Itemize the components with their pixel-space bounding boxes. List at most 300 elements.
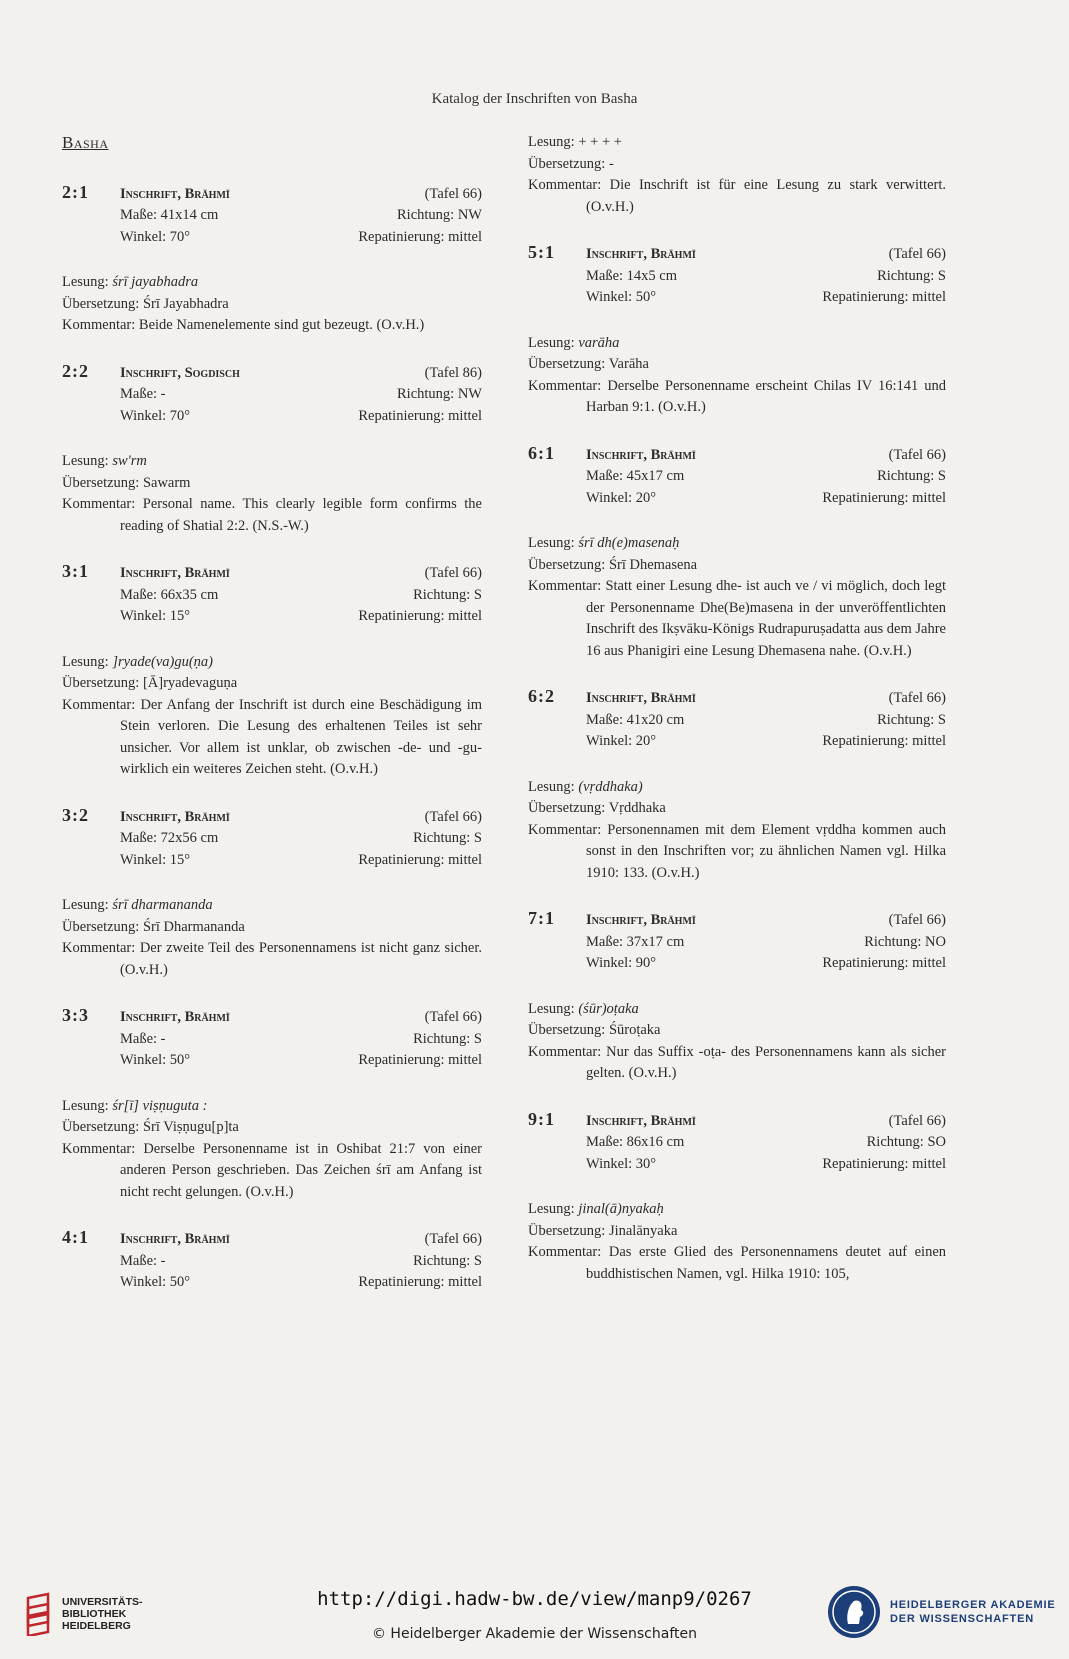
repatinierung-value: mittel	[912, 733, 946, 749]
kommentar-label: Kommentar:	[62, 1140, 136, 1157]
masse-value: 41x20 cm	[626, 711, 685, 728]
uebersetzung-value: Śrī Dharmananda	[142, 918, 245, 935]
tafel-reference: (Tafel 66)	[424, 185, 482, 202]
tafel-reference: (Tafel 66)	[424, 565, 482, 581]
tafel-reference: (Tafel 66)	[888, 912, 946, 928]
kommentar-value: Personal name. This clearly legible form confirms the reading of Shatial 2:2. (N.S.-W.)	[120, 496, 482, 534]
masse-label: Maße:	[586, 267, 624, 284]
entry-header	[528, 242, 946, 266]
masse-label: Maße:	[120, 830, 158, 846]
winkel-value: 50°	[635, 289, 657, 305]
entry-title: Inschrift, Sogdisch	[120, 364, 240, 381]
catalog-entry	[528, 1109, 946, 1286]
lesung-value: śrī dharmananda	[112, 897, 213, 913]
kommentar-label: Kommentar:	[528, 377, 602, 394]
masse-label: Maße:	[120, 207, 158, 223]
winkel-label: Winkel:	[120, 851, 167, 868]
uebersetzung-value: [Ā]ryadevaguṇa	[142, 675, 238, 691]
copyright-notice: © Heidelberger Akademie der Wissenschaften	[371, 1626, 697, 1642]
repatinierung-label: Repatinierung:	[822, 489, 909, 506]
lesung-value: śrī jayabhadra	[112, 274, 199, 290]
uebersetzung-value: Śrī Dhemasena	[608, 556, 698, 573]
kommentar-label: Kommentar:	[528, 1244, 602, 1260]
spacer	[62, 1072, 482, 1096]
lesung-value: varāha	[578, 334, 620, 351]
winkel-value: 15°	[169, 608, 191, 624]
lesung-line	[62, 895, 482, 917]
uebersetzung-line	[528, 354, 946, 376]
repatinierung-value: mittel	[448, 1052, 482, 1068]
winkel-label: Winkel:	[586, 733, 633, 749]
winkel-field	[586, 488, 656, 510]
repatinierung-label: Repatinierung:	[358, 407, 445, 424]
richtung-field	[877, 266, 946, 288]
richtung-value: S	[937, 267, 946, 284]
richtung-label: Richtung:	[864, 933, 922, 950]
lesung-label: Lesung:	[528, 1000, 575, 1017]
entry-title: Inschrift, Brāhmī	[120, 1009, 230, 1025]
entry-title: Inschrift, Brāhmī	[120, 185, 230, 202]
meta-row-angle	[528, 488, 946, 510]
masse-field	[586, 466, 684, 488]
winkel-value: 70°	[169, 228, 191, 245]
lesung-line	[62, 451, 482, 473]
repatinierung-value: mittel	[448, 1274, 482, 1290]
repatinierung-value: mittel	[912, 1155, 946, 1172]
catalog-entry	[62, 805, 482, 982]
winkel-label: Winkel:	[120, 1274, 167, 1290]
lesung-value: śr[ī] viṣṇuguta :	[112, 1097, 208, 1114]
entry-title: Inschrift, Brāhmī	[586, 446, 696, 463]
repatinierung-field	[358, 406, 482, 428]
richtung-field	[867, 1132, 946, 1154]
lesung-line	[62, 652, 482, 674]
entry-header	[528, 686, 946, 710]
repatinierung-label: Repatinierung:	[358, 1052, 445, 1068]
kommentar-label: Kommentar:	[528, 821, 602, 838]
lesung-label: Lesung:	[62, 453, 109, 469]
masse-label: Maße:	[120, 586, 158, 603]
entry-number: 2:1	[62, 181, 89, 202]
masse-label: Maße:	[586, 1134, 624, 1150]
repatinierung-label: Repatinierung:	[358, 1274, 445, 1290]
uebersetzung-value: Sawarm	[142, 474, 191, 491]
winkel-field	[586, 953, 656, 975]
entry-number: 3:3	[62, 1005, 89, 1025]
right-entries	[528, 242, 946, 1285]
richtung-label: Richtung:	[413, 1252, 471, 1269]
richtung-label: Richtung:	[397, 207, 455, 223]
masse-field	[120, 205, 218, 227]
lesung-line	[62, 1096, 482, 1118]
kommentar-value: Derselbe Personenname erscheint Chilas IV 16:141 und Harban 9:1. (O.v.H.)	[586, 377, 947, 415]
hadw-logo[interactable]	[826, 1584, 1056, 1640]
meta-row-dimensions	[62, 384, 482, 406]
entry-number: 5:1	[528, 242, 555, 262]
entry-number: 6:1	[528, 442, 555, 463]
uebersetzung-label: Übersetzung:	[528, 155, 606, 172]
entry-title: Inschrift, Brāhmī	[586, 912, 696, 928]
uebersetzung-label: Übersetzung:	[528, 1022, 606, 1038]
winkel-label: Winkel:	[586, 955, 633, 971]
meta-row-dimensions	[528, 1132, 946, 1154]
winkel-field	[586, 731, 656, 753]
lesung-line	[62, 272, 482, 294]
richtung-label: Richtung:	[397, 386, 455, 402]
lesung-label: Lesung:	[62, 1097, 109, 1114]
catalog-entry	[528, 443, 946, 663]
lesung-label: Lesung:	[528, 535, 575, 551]
meta-row-dimensions	[62, 1029, 482, 1051]
lesung-label: Lesung:	[62, 274, 109, 290]
richtung-field	[413, 585, 482, 607]
meta-row-dimensions	[62, 1251, 482, 1273]
catalog-entry	[62, 561, 482, 781]
repatinierung-value: mittel	[448, 407, 482, 424]
meta-row-angle	[62, 1272, 482, 1294]
masse-value: -	[160, 1252, 166, 1269]
lesung-label: Lesung:	[528, 134, 575, 150]
kommentar-value: Derselbe Personenname ist in Oshibat 21:7 von einer anderen Person geschrieben. Das Zeichen śrī am Anfang ist nicht recht gelungen. (O.v.H.)	[120, 1140, 483, 1200]
uebersetzung-value: Śūroṭaka	[608, 1022, 661, 1038]
masse-label: Maße:	[586, 711, 624, 728]
meta-row-dimensions	[528, 932, 946, 954]
repatinierung-field	[822, 488, 946, 510]
lesung-label: Lesung:	[62, 653, 109, 670]
repatinierung-label: Repatinierung:	[822, 1155, 909, 1172]
meta-row-dimensions	[528, 710, 946, 732]
richtung-label: Richtung:	[413, 830, 471, 846]
winkel-label: Winkel:	[586, 289, 633, 305]
source-url-link[interactable]: http://digi.hadw-bw.de/view/manp9/0267	[317, 1588, 752, 1610]
tafel-reference: (Tafel 86)	[424, 364, 482, 381]
tafel-reference: (Tafel 66)	[424, 1009, 482, 1025]
catalog-entry	[528, 686, 946, 884]
masse-field	[120, 828, 218, 850]
entry-header	[62, 1005, 482, 1029]
richtung-value: S	[473, 1252, 482, 1269]
hadw-seal-icon	[826, 1584, 882, 1640]
meta-row-dimensions	[528, 466, 946, 488]
repatinierung-label: Repatinierung:	[358, 228, 445, 245]
kommentar-label: Kommentar:	[528, 177, 602, 193]
kommentar-value: Nur das Suffix -oṭa- des Personennamens kann als sicher gelten. (O.v.H.)	[586, 1043, 947, 1081]
masse-field	[586, 932, 684, 954]
richtung-value: NO	[925, 933, 946, 950]
winkel-label: Winkel:	[586, 1155, 633, 1172]
winkel-value: 50°	[169, 1052, 191, 1068]
masse-label: Maße:	[586, 933, 624, 950]
winkel-label: Winkel:	[120, 608, 167, 624]
ub-line-2: BIBLIOTHEK	[62, 1608, 127, 1620]
richtung-field	[864, 932, 946, 954]
meta-row-angle	[62, 406, 482, 428]
richtung-value: S	[473, 586, 482, 603]
repatinierung-label: Repatinierung:	[822, 289, 909, 305]
repatinierung-value: mittel	[912, 489, 946, 506]
meta-row-angle	[62, 227, 482, 249]
lesung-line	[528, 777, 946, 799]
repatinierung-field	[358, 1272, 482, 1294]
lesung-label: Lesung:	[62, 897, 109, 913]
repatinierung-field	[822, 1154, 946, 1176]
masse-value: 66x35 cm	[160, 586, 219, 603]
entry-number: 3:1	[62, 561, 89, 581]
tafel-reference: (Tafel 66)	[888, 690, 946, 706]
richtung-field	[877, 710, 946, 732]
repatinierung-label: Repatinierung:	[822, 733, 909, 749]
repatinierung-value: mittel	[448, 228, 482, 245]
kommentar-line	[528, 576, 946, 662]
uebersetzung-label: Übersetzung:	[62, 675, 140, 691]
lesung-value: (vṛddhaka)	[578, 778, 643, 795]
kommentar-line	[528, 376, 946, 419]
meta-row-angle	[62, 1050, 482, 1072]
uebersetzung-value: Jinalānyaka	[608, 1222, 678, 1239]
winkel-label: Winkel:	[586, 489, 633, 506]
left-column	[62, 132, 482, 1318]
kommentar-value: Beide Namenelemente sind gut bezeugt. (O.v.H.)	[138, 317, 425, 333]
uebersetzung-value: Śrī Jayabhadra	[142, 295, 229, 312]
kommentar-line	[62, 494, 482, 537]
running-header: Katalog der Inschriften von Basha	[431, 91, 638, 107]
masse-label: Maße:	[120, 1030, 158, 1047]
richtung-value: NW	[457, 386, 482, 402]
masse-value: 14x5 cm	[626, 267, 678, 284]
spacer	[62, 628, 482, 652]
meta-row-angle	[528, 953, 946, 975]
winkel-value: 30°	[635, 1155, 657, 1172]
repatinierung-label: Repatinierung:	[358, 851, 445, 868]
continued-entry	[528, 132, 946, 218]
meta-row-dimensions	[62, 585, 482, 607]
winkel-field	[120, 1272, 190, 1294]
entry-title: Inschrift, Brāhmī	[586, 246, 696, 262]
masse-value: -	[160, 1030, 166, 1047]
kommentar-label: Kommentar:	[528, 578, 602, 594]
meta-row-dimensions	[62, 205, 482, 227]
masse-field	[586, 710, 684, 732]
uebersetzung-label: Übersetzung:	[528, 800, 606, 816]
spacer	[62, 427, 482, 451]
tafel-reference: (Tafel 66)	[424, 808, 482, 825]
uebersetzung-line	[528, 1221, 946, 1243]
entry-number: 3:2	[62, 804, 89, 825]
lesung-label: Lesung:	[528, 1201, 575, 1217]
richtung-value: NW	[457, 207, 482, 223]
richtung-field	[877, 466, 946, 488]
masse-label: Maße:	[120, 1252, 158, 1269]
meta-row-angle	[528, 731, 946, 753]
uebersetzung-label: Übersetzung:	[528, 556, 606, 573]
meta-row-angle	[528, 1154, 946, 1176]
entry-title: Inschrift, Brāhmī	[586, 690, 696, 706]
winkel-value: 15°	[169, 851, 191, 868]
masse-value: 72x56 cm	[160, 830, 219, 846]
masse-label: Maße:	[120, 386, 158, 402]
repatinierung-value: mittel	[912, 289, 946, 305]
uebersetzung-line	[528, 1020, 946, 1042]
richtung-value: S	[473, 830, 482, 846]
lesung-line	[528, 533, 946, 555]
catalog-entry	[62, 361, 482, 538]
spacer	[528, 753, 946, 777]
kommentar-value: Die Inschrift ist für eine Lesung zu stark verwittert. (O.v.H.)	[586, 177, 946, 215]
meta-row-angle	[62, 850, 482, 872]
section-title: Basha	[62, 133, 109, 152]
entry-header	[62, 805, 482, 829]
masse-value: 37x17 cm	[626, 933, 685, 950]
lesung-label: Lesung:	[528, 778, 575, 795]
uebersetzung-label: Übersetzung:	[528, 1222, 606, 1239]
spacer	[528, 309, 946, 333]
masse-value: 45x17 cm	[626, 468, 685, 484]
repatinierung-field	[822, 953, 946, 975]
lesung-line	[528, 333, 946, 355]
richtung-value: S	[937, 711, 946, 728]
entry-title: Inschrift, Brāhmī	[586, 1112, 696, 1129]
spacer	[62, 248, 482, 272]
kommentar-line	[528, 820, 946, 885]
richtung-label: Richtung:	[866, 1134, 924, 1150]
repatinierung-field	[358, 1050, 482, 1072]
entry-title: Inschrift, Brāhmī	[120, 565, 230, 581]
kommentar-line	[62, 695, 482, 781]
masse-value: -	[160, 386, 166, 402]
lesung-line	[528, 1199, 946, 1221]
kommentar-line	[62, 315, 482, 337]
catalog-entry	[62, 1005, 482, 1203]
richtung-field	[397, 384, 482, 406]
kommentar-label: Kommentar:	[62, 496, 136, 512]
meta-row-dimensions	[528, 266, 946, 288]
richtung-label: Richtung:	[877, 468, 935, 484]
winkel-label: Winkel:	[120, 228, 167, 245]
tafel-reference: (Tafel 66)	[888, 246, 946, 262]
uebersetzung-value: -	[608, 155, 614, 172]
richtung-field	[397, 205, 482, 227]
tafel-reference: (Tafel 66)	[888, 446, 946, 463]
lesung-value: śrī dh(e)masenaḥ	[578, 535, 680, 551]
catalog-entry	[62, 182, 482, 337]
right-column	[528, 132, 946, 1309]
kommentar-label: Kommentar:	[62, 696, 136, 713]
entry-number: 2:2	[62, 360, 89, 381]
winkel-label: Winkel:	[120, 1052, 167, 1068]
kommentar-value: Das erste Glied des Personennamens deutet auf einen buddhistischen Namen, vgl. Hilka 1910: 105,	[586, 1244, 947, 1282]
hadw-logo-text	[890, 1598, 1056, 1626]
winkel-field	[586, 287, 656, 309]
richtung-value: SO	[927, 1134, 946, 1150]
masse-field	[120, 1029, 166, 1051]
entry-header	[62, 561, 482, 585]
kommentar-label: Kommentar:	[62, 940, 136, 956]
uebersetzung-label: Übersetzung:	[62, 918, 140, 935]
lesung-value: ]ryade(va)gu(ṇa)	[112, 653, 214, 670]
lesung-label: Lesung:	[528, 334, 575, 351]
uebersetzung-label: Übersetzung:	[62, 295, 140, 312]
entry-header	[528, 443, 946, 467]
masse-value: 86x16 cm	[626, 1134, 685, 1150]
richtung-field	[413, 828, 482, 850]
kommentar-line	[528, 1242, 946, 1285]
richtung-value: S	[937, 468, 946, 484]
spacer	[62, 871, 482, 895]
hadw-line-1: HEIDELBERGER AKADEMIE	[890, 1599, 1056, 1611]
ub-line-3: HEIDELBERG	[62, 1620, 131, 1632]
uebersetzung-line	[528, 555, 946, 577]
masse-label: Maße:	[586, 468, 624, 484]
lesung-value: sw'rm	[112, 453, 147, 469]
masse-field	[586, 1132, 684, 1154]
winkel-field	[120, 1050, 190, 1072]
repatinierung-value: mittel	[912, 955, 946, 971]
meta-row-dimensions	[62, 828, 482, 850]
winkel-field	[120, 850, 190, 872]
repatinierung-field	[822, 287, 946, 309]
entry-header	[62, 1227, 482, 1251]
uebersetzung-value: Śrī Viṣṇugu[p]ta	[142, 1119, 239, 1135]
kommentar-line	[528, 1042, 946, 1085]
masse-field	[120, 1251, 166, 1273]
spacer	[528, 1175, 946, 1199]
uebersetzung-value: Varāha	[608, 356, 649, 372]
winkel-field	[120, 606, 190, 628]
lesung-value: + + + +	[578, 134, 622, 150]
catalog-entry	[62, 1227, 482, 1294]
spacer	[528, 509, 946, 533]
winkel-label: Winkel:	[120, 407, 167, 424]
kommentar-value: Statt einer Lesung dhe- ist auch ve / vi möglich, doch legt der Personenname Dhe(Be)masena in der unveröffentlichten Inschrift des Ikṣvāku-Königs Rudrapuruṣadatta aus dem Jahre 16 aus Phanigiri eine Lesung Dhemasena nahe. (O.v.H.)	[586, 578, 947, 659]
masse-value: 41x14 cm	[160, 207, 219, 223]
left-entries	[62, 182, 482, 1294]
uebersetzung-line	[528, 798, 946, 820]
repatinierung-field	[358, 850, 482, 872]
uebersetzung-line	[62, 1117, 482, 1139]
entry-title: Inschrift, Brāhmī	[120, 1231, 230, 1247]
spacer	[528, 975, 946, 999]
repatinierung-label: Repatinierung:	[822, 955, 909, 971]
winkel-value: 90°	[635, 955, 657, 971]
meta-row-angle	[62, 606, 482, 628]
winkel-value: 20°	[635, 489, 657, 506]
winkel-value: 70°	[169, 407, 191, 424]
winkel-value: 20°	[635, 733, 657, 749]
uebersetzung-label: Übersetzung:	[528, 356, 606, 372]
catalog-entry	[528, 908, 946, 1085]
kommentar-line	[62, 938, 482, 981]
uebersetzung-line	[62, 673, 482, 695]
winkel-field	[120, 406, 190, 428]
entry-number: 6:2	[528, 686, 555, 706]
richtung-label: Richtung:	[413, 586, 471, 603]
repatinierung-field	[822, 731, 946, 753]
lesung-line	[528, 132, 946, 154]
hadw-line-2: DER WISSENSCHAFTEN	[890, 1613, 1034, 1625]
repatinierung-field	[358, 227, 482, 249]
richtung-label: Richtung:	[877, 267, 935, 284]
tafel-reference: (Tafel 66)	[888, 1112, 946, 1129]
kommentar-line	[62, 1139, 482, 1204]
uebersetzung-value: Vṛddhaka	[608, 800, 666, 816]
tafel-reference: (Tafel 66)	[424, 1231, 482, 1247]
uebersetzung-line	[62, 473, 482, 495]
masse-field	[586, 266, 677, 288]
entry-number: 9:1	[528, 1108, 555, 1129]
richtung-field	[413, 1029, 482, 1051]
entry-header	[62, 182, 482, 206]
footer	[0, 1580, 1069, 1659]
